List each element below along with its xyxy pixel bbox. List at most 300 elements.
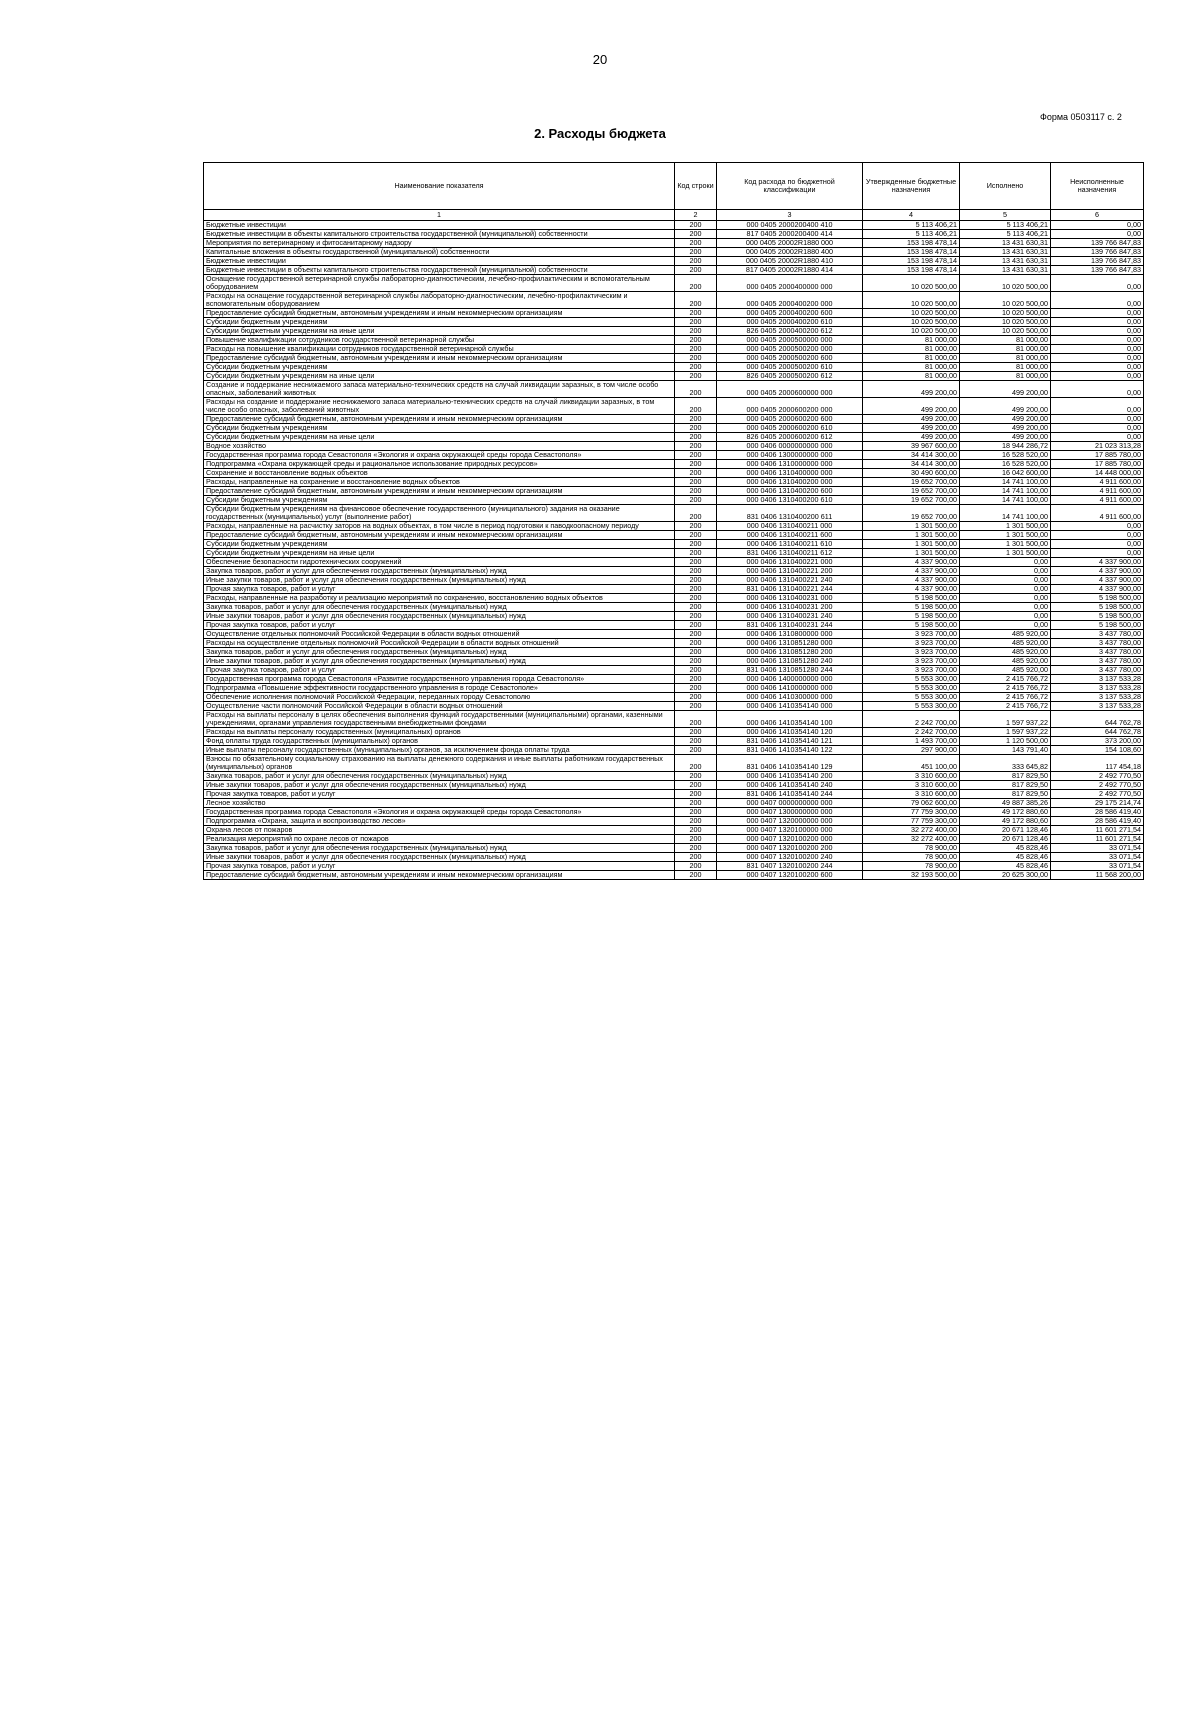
row-unexecuted: 139 766 847,83 bbox=[1051, 257, 1144, 266]
table-row bbox=[204, 808, 1144, 817]
header-number: 1 bbox=[204, 210, 675, 221]
row-approved: 2 242 700,00 bbox=[863, 711, 960, 728]
row-line-code: 200 bbox=[675, 505, 717, 522]
row-unexecuted: 14 448 000,00 bbox=[1051, 469, 1144, 478]
row-approved: 10 020 500,00 bbox=[863, 292, 960, 309]
row-executed: 16 528 520,00 bbox=[960, 451, 1051, 460]
expenses-table-container bbox=[203, 162, 1143, 880]
row-name: Взносы по обязательному социальному страхованию на выплаты денежного содержания и иные выплаты работникам государственных (муниципальных) органов bbox=[204, 755, 675, 772]
row-line-code: 200 bbox=[675, 248, 717, 257]
row-executed: 49 172 880,60 bbox=[960, 808, 1051, 817]
row-classification-code: 000 0407 1320100200 200 bbox=[717, 844, 863, 853]
row-line-code: 200 bbox=[675, 585, 717, 594]
row-unexecuted: 11 568 200,00 bbox=[1051, 871, 1144, 880]
row-line-code: 200 bbox=[675, 781, 717, 790]
row-unexecuted: 3 437 780,00 bbox=[1051, 630, 1144, 639]
row-approved: 1 301 500,00 bbox=[863, 522, 960, 531]
row-line-code: 200 bbox=[675, 817, 717, 826]
header-row bbox=[204, 163, 1144, 210]
row-unexecuted: 139 766 847,83 bbox=[1051, 266, 1144, 275]
row-line-code: 200 bbox=[675, 415, 717, 424]
row-classification-code: 000 0405 20002R1880 400 bbox=[717, 248, 863, 257]
row-line-code: 200 bbox=[675, 603, 717, 612]
row-classification-code: 000 0406 1310400211 600 bbox=[717, 531, 863, 540]
row-classification-code: 000 0405 2000400200 000 bbox=[717, 292, 863, 309]
row-name: Осуществление части полномочий Российской Федерации в области водных отношений bbox=[204, 702, 675, 711]
row-line-code: 200 bbox=[675, 755, 717, 772]
row-line-code: 200 bbox=[675, 853, 717, 862]
row-unexecuted: 4 337 900,00 bbox=[1051, 567, 1144, 576]
row-approved: 499 200,00 bbox=[863, 415, 960, 424]
row-approved: 5 113 406,21 bbox=[863, 230, 960, 239]
row-unexecuted: 0,00 bbox=[1051, 549, 1144, 558]
table-row bbox=[204, 639, 1144, 648]
row-line-code: 200 bbox=[675, 648, 717, 657]
row-approved: 5 198 500,00 bbox=[863, 621, 960, 630]
row-approved: 1 301 500,00 bbox=[863, 540, 960, 549]
row-line-code: 200 bbox=[675, 460, 717, 469]
row-unexecuted: 5 198 500,00 bbox=[1051, 621, 1144, 630]
row-approved: 78 900,00 bbox=[863, 862, 960, 871]
row-line-code: 200 bbox=[675, 684, 717, 693]
row-line-code: 200 bbox=[675, 354, 717, 363]
row-unexecuted: 0,00 bbox=[1051, 372, 1144, 381]
row-classification-code: 000 0405 2000600200 600 bbox=[717, 415, 863, 424]
table-row bbox=[204, 558, 1144, 567]
row-name: Предоставление субсидий бюджетным, автономным учреждениям и иным некоммерческим организациям bbox=[204, 531, 675, 540]
row-executed: 817 829,50 bbox=[960, 781, 1051, 790]
row-classification-code: 000 0406 1300000000 000 bbox=[717, 451, 863, 460]
row-executed: 45 828,46 bbox=[960, 844, 1051, 853]
header-number: 5 bbox=[960, 210, 1051, 221]
row-approved: 19 652 700,00 bbox=[863, 496, 960, 505]
row-line-code: 200 bbox=[675, 772, 717, 781]
row-unexecuted: 3 437 780,00 bbox=[1051, 639, 1144, 648]
table-row bbox=[204, 460, 1144, 469]
row-name: Субсидии бюджетным учреждениям bbox=[204, 424, 675, 433]
row-line-code: 200 bbox=[675, 746, 717, 755]
row-line-code: 200 bbox=[675, 639, 717, 648]
row-classification-code: 000 0406 1310400211 610 bbox=[717, 540, 863, 549]
table-row bbox=[204, 478, 1144, 487]
page-title: 2. Расходы бюджета bbox=[534, 126, 666, 141]
row-classification-code: 000 0405 2000600200 610 bbox=[717, 424, 863, 433]
row-approved: 4 337 900,00 bbox=[863, 585, 960, 594]
row-executed: 16 042 600,00 bbox=[960, 469, 1051, 478]
row-line-code: 200 bbox=[675, 318, 717, 327]
row-classification-code: 000 0406 1310400200 600 bbox=[717, 487, 863, 496]
row-executed: 5 113 406,21 bbox=[960, 221, 1051, 230]
row-line-code: 200 bbox=[675, 612, 717, 621]
row-line-code: 200 bbox=[675, 728, 717, 737]
row-classification-code: 831 0406 1410354140 129 bbox=[717, 755, 863, 772]
row-name: Субсидии бюджетным учреждениям на иные цели bbox=[204, 327, 675, 336]
form-code: Форма 0503117 с. 2 bbox=[1040, 112, 1122, 122]
table-row bbox=[204, 318, 1144, 327]
table-row bbox=[204, 790, 1144, 799]
row-approved: 153 198 478,14 bbox=[863, 257, 960, 266]
row-approved: 3 923 700,00 bbox=[863, 639, 960, 648]
row-unexecuted: 3 137 533,28 bbox=[1051, 693, 1144, 702]
row-unexecuted: 0,00 bbox=[1051, 540, 1144, 549]
row-line-code: 200 bbox=[675, 675, 717, 684]
table-row bbox=[204, 576, 1144, 585]
table-row bbox=[204, 693, 1144, 702]
table-row bbox=[204, 398, 1144, 415]
row-executed: 45 828,46 bbox=[960, 862, 1051, 871]
table-row bbox=[204, 835, 1144, 844]
row-name: Подпрограмма «Повышение эффективности государственного управления в городе Севастополе» bbox=[204, 684, 675, 693]
row-executed: 1 597 937,22 bbox=[960, 711, 1051, 728]
row-name: Расходы на выплаты персоналу государственных (муниципальных) органов bbox=[204, 728, 675, 737]
table-row bbox=[204, 844, 1144, 853]
row-executed: 1 301 500,00 bbox=[960, 522, 1051, 531]
row-classification-code: 000 0406 1310400231 200 bbox=[717, 603, 863, 612]
row-name: Осуществление отдельных полномочий Российской Федерации в области водных отношений bbox=[204, 630, 675, 639]
row-unexecuted: 28 586 419,40 bbox=[1051, 808, 1144, 817]
row-classification-code: 000 0406 1410354140 120 bbox=[717, 728, 863, 737]
row-approved: 499 200,00 bbox=[863, 398, 960, 415]
row-unexecuted: 21 023 313,28 bbox=[1051, 442, 1144, 451]
row-line-code: 200 bbox=[675, 540, 717, 549]
row-name: Государственная программа города Севастополя «Развитие государственного управления города Севастополя» bbox=[204, 675, 675, 684]
row-name: Фонд оплаты труда государственных (муниципальных) органов bbox=[204, 737, 675, 746]
row-name: Прочая закупка товаров, работ и услуг bbox=[204, 790, 675, 799]
row-name: Предоставление субсидий бюджетным, автономным учреждениям и иным некоммерческим организациям bbox=[204, 415, 675, 424]
table-row bbox=[204, 630, 1144, 639]
table-row bbox=[204, 772, 1144, 781]
row-classification-code: 000 0407 1320100200 240 bbox=[717, 853, 863, 862]
row-classification-code: 000 0405 2000200400 410 bbox=[717, 221, 863, 230]
row-classification-code: 817 0405 20002R1880 414 bbox=[717, 266, 863, 275]
table-row bbox=[204, 451, 1144, 460]
row-name: Закупка товаров, работ и услуг для обеспечения государственных (муниципальных) нужд bbox=[204, 603, 675, 612]
row-classification-code: 000 0405 2000400200 610 bbox=[717, 318, 863, 327]
table-row bbox=[204, 248, 1144, 257]
row-classification-code: 000 0406 1410354140 200 bbox=[717, 772, 863, 781]
row-approved: 34 414 300,00 bbox=[863, 451, 960, 460]
budget-expenses-table bbox=[203, 162, 1144, 880]
row-approved: 153 198 478,14 bbox=[863, 248, 960, 257]
row-approved: 499 200,00 bbox=[863, 433, 960, 442]
row-unexecuted: 0,00 bbox=[1051, 531, 1144, 540]
table-row bbox=[204, 442, 1144, 451]
row-approved: 297 900,00 bbox=[863, 746, 960, 755]
table-row bbox=[204, 702, 1144, 711]
table-row bbox=[204, 221, 1144, 230]
row-executed: 14 741 100,00 bbox=[960, 505, 1051, 522]
row-unexecuted: 373 200,00 bbox=[1051, 737, 1144, 746]
row-classification-code: 000 0406 1310400200 000 bbox=[717, 478, 863, 487]
row-name: Бюджетные инвестиции в объекты капитального строительства государственной (муниципальной) собственности bbox=[204, 266, 675, 275]
row-approved: 5 553 300,00 bbox=[863, 675, 960, 684]
row-line-code: 200 bbox=[675, 693, 717, 702]
row-classification-code: 000 0406 1310000000 000 bbox=[717, 460, 863, 469]
row-line-code: 200 bbox=[675, 363, 717, 372]
row-line-code: 200 bbox=[675, 309, 717, 318]
row-approved: 5 553 300,00 bbox=[863, 693, 960, 702]
table-row bbox=[204, 354, 1144, 363]
row-approved: 81 000,00 bbox=[863, 336, 960, 345]
row-name: Прочая закупка товаров, работ и услуг bbox=[204, 621, 675, 630]
row-line-code: 200 bbox=[675, 711, 717, 728]
table-row bbox=[204, 505, 1144, 522]
row-executed: 485 920,00 bbox=[960, 657, 1051, 666]
row-name: Обеспечение безопасности гидротехнических сооружений bbox=[204, 558, 675, 567]
table-row bbox=[204, 345, 1144, 354]
row-executed: 0,00 bbox=[960, 603, 1051, 612]
row-classification-code: 000 0407 0000000000 000 bbox=[717, 799, 863, 808]
row-executed: 13 431 630,31 bbox=[960, 257, 1051, 266]
row-approved: 499 200,00 bbox=[863, 424, 960, 433]
row-name: Расходы на оснащение государственной ветеринарной службы лабораторно-диагностическим, лечебно-профилактическим и вспомогательным оборудованием bbox=[204, 292, 675, 309]
row-approved: 79 062 600,00 bbox=[863, 799, 960, 808]
row-name: Прочая закупка товаров, работ и услуг bbox=[204, 585, 675, 594]
table-row bbox=[204, 621, 1144, 630]
row-executed: 499 200,00 bbox=[960, 398, 1051, 415]
row-line-code: 200 bbox=[675, 576, 717, 585]
row-executed: 10 020 500,00 bbox=[960, 275, 1051, 292]
table-row bbox=[204, 826, 1144, 835]
table-row bbox=[204, 363, 1144, 372]
table-row bbox=[204, 666, 1144, 675]
row-unexecuted: 29 175 214,74 bbox=[1051, 799, 1144, 808]
row-approved: 19 652 700,00 bbox=[863, 487, 960, 496]
row-line-code: 200 bbox=[675, 257, 717, 266]
row-name: Оснащение государственной ветеринарной службы лабораторно-диагностическим, лечебно-профилактическим и вспомогательным оборудованием bbox=[204, 275, 675, 292]
row-approved: 19 652 700,00 bbox=[863, 478, 960, 487]
row-line-code: 200 bbox=[675, 558, 717, 567]
row-executed: 485 920,00 bbox=[960, 639, 1051, 648]
header-number: 3 bbox=[717, 210, 863, 221]
row-name: Обеспечение исполнения полномочий Российской Федерации, переданных городу Севастополю bbox=[204, 693, 675, 702]
row-executed: 0,00 bbox=[960, 567, 1051, 576]
row-executed: 49 887 385,26 bbox=[960, 799, 1051, 808]
row-unexecuted: 0,00 bbox=[1051, 354, 1144, 363]
table-row bbox=[204, 728, 1144, 737]
row-approved: 10 020 500,00 bbox=[863, 327, 960, 336]
row-executed: 0,00 bbox=[960, 558, 1051, 567]
table-row bbox=[204, 612, 1144, 621]
row-executed: 81 000,00 bbox=[960, 345, 1051, 354]
row-name: Расходы на выплаты персоналу в целях обеспечения выполнения функций государственными (муниципальными) органами, казенными учреждениями, органами управления государственными внебюджетными фондами bbox=[204, 711, 675, 728]
row-classification-code: 831 0406 1310400221 244 bbox=[717, 585, 863, 594]
row-classification-code: 000 0406 1400000000 000 bbox=[717, 675, 863, 684]
row-unexecuted: 11 601 271,54 bbox=[1051, 835, 1144, 844]
row-name: Охрана лесов от пожаров bbox=[204, 826, 675, 835]
row-unexecuted: 4 911 600,00 bbox=[1051, 505, 1144, 522]
row-approved: 5 198 500,00 bbox=[863, 603, 960, 612]
table-row bbox=[204, 737, 1144, 746]
row-approved: 81 000,00 bbox=[863, 363, 960, 372]
row-executed: 2 415 766,72 bbox=[960, 702, 1051, 711]
row-classification-code: 000 0406 1310400231 000 bbox=[717, 594, 863, 603]
row-executed: 13 431 630,31 bbox=[960, 239, 1051, 248]
row-approved: 1 493 700,00 bbox=[863, 737, 960, 746]
row-unexecuted: 4 911 600,00 bbox=[1051, 487, 1144, 496]
header-line-code: Код строки bbox=[675, 163, 717, 210]
row-approved: 78 900,00 bbox=[863, 844, 960, 853]
table-row bbox=[204, 239, 1144, 248]
row-unexecuted: 3 137 533,28 bbox=[1051, 684, 1144, 693]
row-name: Субсидии бюджетным учреждениям bbox=[204, 496, 675, 505]
header-name: Наименование показателя bbox=[204, 163, 675, 210]
row-name: Закупка товаров, работ и услуг для обеспечения государственных (муниципальных) нужд bbox=[204, 567, 675, 576]
row-line-code: 200 bbox=[675, 478, 717, 487]
row-unexecuted: 4 911 600,00 bbox=[1051, 496, 1144, 505]
row-name: Государственная программа города Севастополя «Экология и охрана окружающей среды города Севастополя» bbox=[204, 451, 675, 460]
row-approved: 1 301 500,00 bbox=[863, 549, 960, 558]
table-row bbox=[204, 853, 1144, 862]
row-approved: 81 000,00 bbox=[863, 372, 960, 381]
table-row bbox=[204, 531, 1144, 540]
row-executed: 81 000,00 bbox=[960, 336, 1051, 345]
row-approved: 77 759 300,00 bbox=[863, 817, 960, 826]
row-name: Предоставление субсидий бюджетным, автономным учреждениям и иным некоммерческим организациям bbox=[204, 309, 675, 318]
row-name: Государственная программа города Севастополя «Экология и охрана окружающей среды города Севастополя» bbox=[204, 808, 675, 817]
row-line-code: 200 bbox=[675, 621, 717, 630]
row-unexecuted: 0,00 bbox=[1051, 363, 1144, 372]
row-classification-code: 831 0406 1310400200 611 bbox=[717, 505, 863, 522]
row-classification-code: 000 0405 2000400200 600 bbox=[717, 309, 863, 318]
row-executed: 499 200,00 bbox=[960, 381, 1051, 398]
row-line-code: 200 bbox=[675, 487, 717, 496]
row-executed: 333 645,82 bbox=[960, 755, 1051, 772]
row-name: Субсидии бюджетным учреждениям на иные цели bbox=[204, 549, 675, 558]
row-line-code: 200 bbox=[675, 239, 717, 248]
table-row bbox=[204, 469, 1144, 478]
row-classification-code: 817 0405 2000200400 414 bbox=[717, 230, 863, 239]
row-classification-code: 000 0406 1310400221 000 bbox=[717, 558, 863, 567]
row-line-code: 200 bbox=[675, 799, 717, 808]
row-classification-code: 000 0405 20002R1880 000 bbox=[717, 239, 863, 248]
table-row bbox=[204, 381, 1144, 398]
row-approved: 499 200,00 bbox=[863, 381, 960, 398]
row-classification-code: 000 0405 2000500200 600 bbox=[717, 354, 863, 363]
row-executed: 817 829,50 bbox=[960, 790, 1051, 799]
row-unexecuted: 4 337 900,00 bbox=[1051, 585, 1144, 594]
row-unexecuted: 0,00 bbox=[1051, 292, 1144, 309]
row-name: Мероприятия по ветеринарному и фитосанитарному надзору bbox=[204, 239, 675, 248]
header-approved: Утвержденные бюджетные назначения bbox=[863, 163, 960, 210]
row-classification-code: 826 0405 2000600200 612 bbox=[717, 433, 863, 442]
row-classification-code: 000 0405 2000500200 000 bbox=[717, 345, 863, 354]
row-executed: 18 944 286,72 bbox=[960, 442, 1051, 451]
row-name: Иные закупки товаров, работ и услуг для обеспечения государственных (муниципальных) нужд bbox=[204, 853, 675, 862]
row-unexecuted: 0,00 bbox=[1051, 433, 1144, 442]
row-line-code: 200 bbox=[675, 292, 717, 309]
row-classification-code: 000 0406 1410300000 000 bbox=[717, 693, 863, 702]
row-executed: 1 301 500,00 bbox=[960, 540, 1051, 549]
row-classification-code: 831 0406 1410354140 244 bbox=[717, 790, 863, 799]
row-line-code: 200 bbox=[675, 871, 717, 880]
row-approved: 3 923 700,00 bbox=[863, 648, 960, 657]
row-name: Прочая закупка товаров, работ и услуг bbox=[204, 666, 675, 675]
row-line-code: 200 bbox=[675, 657, 717, 666]
row-executed: 1 301 500,00 bbox=[960, 531, 1051, 540]
row-name: Субсидии бюджетным учреждениям bbox=[204, 363, 675, 372]
row-name: Предоставление субсидий бюджетным, автономным учреждениям и иным некоммерческим организациям bbox=[204, 487, 675, 496]
row-classification-code: 000 0407 1300000000 000 bbox=[717, 808, 863, 817]
row-executed: 1 301 500,00 bbox=[960, 549, 1051, 558]
row-executed: 0,00 bbox=[960, 621, 1051, 630]
table-row bbox=[204, 567, 1144, 576]
row-approved: 3 310 600,00 bbox=[863, 781, 960, 790]
row-unexecuted: 644 762,78 bbox=[1051, 728, 1144, 737]
row-unexecuted: 0,00 bbox=[1051, 230, 1144, 239]
row-name: Сохранение и восстановление водных объектов bbox=[204, 469, 675, 478]
row-unexecuted: 5 198 500,00 bbox=[1051, 603, 1144, 612]
row-line-code: 200 bbox=[675, 567, 717, 576]
row-classification-code: 000 0407 1320100200 000 bbox=[717, 835, 863, 844]
row-line-code: 200 bbox=[675, 666, 717, 675]
row-classification-code: 000 0405 2000600200 000 bbox=[717, 398, 863, 415]
row-name: Иные закупки товаров, работ и услуг для обеспечения государственных (муниципальных) нужд bbox=[204, 781, 675, 790]
row-unexecuted: 0,00 bbox=[1051, 318, 1144, 327]
row-approved: 1 301 500,00 bbox=[863, 531, 960, 540]
row-line-code: 200 bbox=[675, 737, 717, 746]
row-executed: 0,00 bbox=[960, 612, 1051, 621]
row-line-code: 200 bbox=[675, 398, 717, 415]
row-unexecuted: 3 437 780,00 bbox=[1051, 666, 1144, 675]
row-executed: 20 671 128,46 bbox=[960, 826, 1051, 835]
row-name: Бюджетные инвестиции в объекты капитального строительства государственной (муниципальной) собственности bbox=[204, 230, 675, 239]
row-line-code: 200 bbox=[675, 433, 717, 442]
row-unexecuted: 0,00 bbox=[1051, 275, 1144, 292]
row-line-code: 200 bbox=[675, 702, 717, 711]
table-row bbox=[204, 433, 1144, 442]
row-name: Закупка товаров, работ и услуг для обеспечения государственных (муниципальных) нужд bbox=[204, 648, 675, 657]
table-row bbox=[204, 424, 1144, 433]
row-classification-code: 000 0407 1320100200 600 bbox=[717, 871, 863, 880]
row-name: Расходы, направленные на сохранение и восстановление водных объектов bbox=[204, 478, 675, 487]
row-classification-code: 831 0406 1310851280 244 bbox=[717, 666, 863, 675]
row-approved: 81 000,00 bbox=[863, 354, 960, 363]
row-unexecuted: 0,00 bbox=[1051, 424, 1144, 433]
table-row bbox=[204, 487, 1144, 496]
row-unexecuted: 3 437 780,00 bbox=[1051, 648, 1144, 657]
row-approved: 153 198 478,14 bbox=[863, 266, 960, 275]
row-approved: 5 198 500,00 bbox=[863, 594, 960, 603]
row-classification-code: 826 0405 2000400200 612 bbox=[717, 327, 863, 336]
row-unexecuted: 5 198 500,00 bbox=[1051, 612, 1144, 621]
table-row bbox=[204, 657, 1144, 666]
row-classification-code: 000 0406 1310400221 200 bbox=[717, 567, 863, 576]
header-number: 6 bbox=[1051, 210, 1144, 221]
row-executed: 16 528 520,00 bbox=[960, 460, 1051, 469]
row-classification-code: 000 0406 1310400211 000 bbox=[717, 522, 863, 531]
row-approved: 78 900,00 bbox=[863, 853, 960, 862]
table-row bbox=[204, 817, 1144, 826]
row-line-code: 200 bbox=[675, 275, 717, 292]
row-classification-code: 000 0405 2000500000 000 bbox=[717, 336, 863, 345]
row-name: Расходы на повышение квалификации сотрудников государственной ветеринарной службы bbox=[204, 345, 675, 354]
row-unexecuted: 33 071,54 bbox=[1051, 862, 1144, 871]
row-approved: 32 272 400,00 bbox=[863, 826, 960, 835]
table-row bbox=[204, 522, 1144, 531]
row-executed: 10 020 500,00 bbox=[960, 327, 1051, 336]
row-classification-code: 000 0405 2000500200 610 bbox=[717, 363, 863, 372]
row-line-code: 200 bbox=[675, 451, 717, 460]
row-executed: 13 431 630,31 bbox=[960, 248, 1051, 257]
row-executed: 20 671 128,46 bbox=[960, 835, 1051, 844]
page-number: 20 bbox=[592, 52, 608, 67]
row-executed: 485 920,00 bbox=[960, 666, 1051, 675]
row-classification-code: 000 0407 1320000000 000 bbox=[717, 817, 863, 826]
table-row bbox=[204, 292, 1144, 309]
row-approved: 4 337 900,00 bbox=[863, 558, 960, 567]
row-unexecuted: 11 601 271,54 bbox=[1051, 826, 1144, 835]
